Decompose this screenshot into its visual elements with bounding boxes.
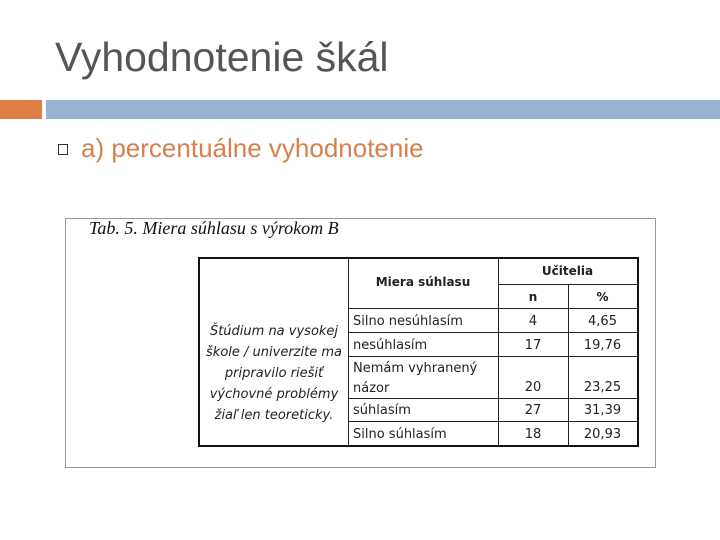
- row-pct: 20,93: [583, 427, 622, 442]
- header-measure: Miera súhlasu: [375, 275, 471, 289]
- square-bullet-icon: [58, 144, 68, 155]
- row-n: 27: [524, 403, 542, 418]
- bullet-text: a) percentuálne vyhodnotenie: [81, 133, 424, 163]
- row-label: Nemám vyhranený názor: [353, 361, 478, 396]
- row-pct: 31,39: [583, 403, 622, 418]
- accent-bar-orange: [0, 100, 42, 119]
- row-n: 17: [524, 338, 542, 353]
- row-n: 18: [524, 427, 542, 442]
- header-group: Učitelia: [541, 264, 594, 278]
- header-n: n: [528, 290, 538, 304]
- header-pct: %: [596, 290, 609, 304]
- row-n: 4: [528, 314, 538, 329]
- row-label: Silno súhlasím: [353, 427, 447, 442]
- statement-cell: Štúdium na vysokej škole / univerzite ma pripravilo riešiť výchovné problémy žiaľ len teoreticky.: [206, 324, 342, 423]
- row-pct: 4,65: [588, 314, 617, 329]
- data-table: [198, 257, 639, 447]
- row-n: 20: [524, 380, 542, 395]
- row-label: Silno nesúhlasím: [353, 314, 463, 329]
- accent-bar-blue: [46, 100, 720, 119]
- row-label: nesúhlasím: [353, 338, 428, 353]
- table-caption: Tab. 5. Miera súhlasu s výrokom B: [89, 218, 339, 238]
- row-pct: 19,76: [583, 338, 622, 353]
- slide-title: Vyhodnotenie škál: [55, 34, 389, 80]
- row-label: súhlasím: [353, 403, 411, 418]
- row-pct: 23,25: [583, 380, 622, 395]
